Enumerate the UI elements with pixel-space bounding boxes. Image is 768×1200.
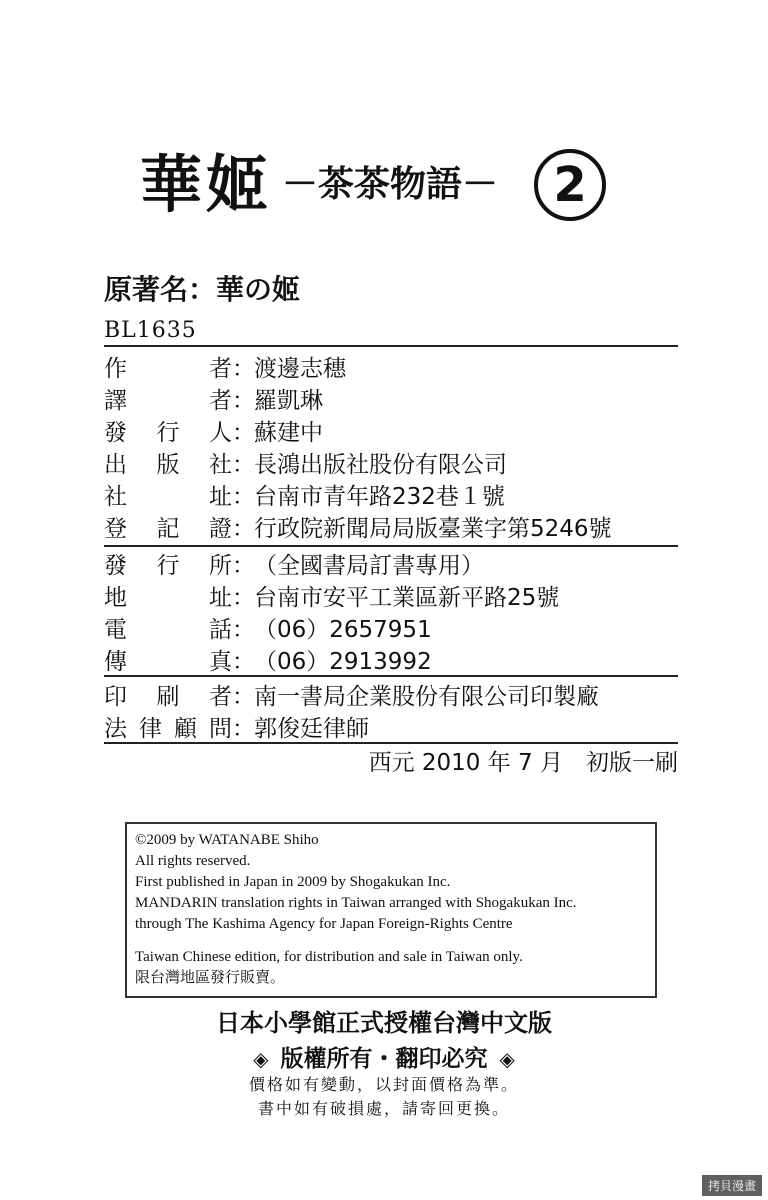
copyright-line: First published in Japan in 2009 by Shogakukan Inc. (135, 874, 451, 890)
credit-colon: ： (232, 515, 255, 542)
distribution-lines (135, 947, 647, 989)
credit-colon: ： (232, 552, 255, 579)
credit-label: 社 址 (104, 483, 232, 510)
credit-colon: ： (232, 648, 255, 675)
copyright-line: 限台灣地區發行販賣。 (135, 970, 286, 986)
credit-value: 蘇建中 (254, 419, 323, 446)
rights-statement (0, 1040, 768, 1073)
credit-value: 長鴻出版社股份有限公司 (254, 451, 507, 478)
copyright-box (125, 822, 657, 998)
credit-value: 台南市青年路232巷１號 (254, 483, 505, 510)
damage-notice: 書中如有破損處，請寄回更換。 (257, 1099, 510, 1118)
diamond-icon: ◈ (499, 1047, 515, 1071)
credit-value: （06）2657951 (254, 616, 432, 643)
copyright-line: MANDARIN translation rights in Taiwan arranged with Shogakukan Inc. (135, 895, 577, 911)
credit-label: 印 刷 者 (104, 683, 232, 710)
credit-label: 發 行 人 (104, 419, 232, 446)
credit-label: 出 版 社 (104, 451, 232, 478)
credit-label: 法 律 顧 問 (104, 715, 232, 742)
copyright-line: Taiwan Chinese edition, for distribution and sale in Taiwan only. (135, 949, 523, 965)
catalog-code: BL1635 (104, 318, 197, 343)
credit-label: 傳 真 (104, 648, 232, 675)
original-title: 原著名：華の姬 (104, 273, 301, 306)
credit-row (104, 643, 678, 675)
credit-row (104, 710, 678, 742)
credits-block-printer (104, 678, 678, 742)
diamond-icon: ◈ (253, 1047, 269, 1071)
credit-value: （全國書局訂書專用） (254, 552, 484, 579)
volume-number-badge (534, 149, 606, 221)
credit-row (104, 678, 678, 710)
title-subtitle: －茶茶物語－ (282, 164, 499, 205)
credit-colon: ： (232, 683, 255, 710)
credit-row (104, 547, 678, 579)
credit-value: （06）2913992 (254, 648, 432, 675)
site-watermark: 拷貝漫畫 (702, 1175, 762, 1196)
credit-value: 行政院新聞局局版臺業字第5246號 (254, 515, 612, 542)
credits-block-publisher (104, 350, 678, 542)
credit-label: 作 者 (104, 355, 232, 382)
credit-label: 電 話 (104, 616, 232, 643)
price-notice: 價格如有變動，以封面價格為準。 (248, 1075, 519, 1094)
credit-row (104, 611, 678, 643)
credit-row (104, 382, 678, 414)
credit-label: 發 行 所 (104, 552, 232, 579)
copyright-line: through The Kashima Agency for Japan Foreign-Rights Centre (135, 916, 513, 932)
credit-value: 南一書局企業股份有限公司印製廠 (254, 683, 599, 710)
credit-row (104, 446, 678, 478)
divider-1 (104, 345, 678, 347)
credit-colon: ： (232, 419, 255, 446)
volume-number: 2 (553, 157, 587, 213)
credit-label: 登 記 證 (104, 515, 232, 542)
rights-text: 版權所有・翻印必究 (280, 1046, 488, 1072)
credit-value: 羅凱琳 (254, 387, 323, 414)
credit-row (104, 510, 678, 542)
book-title (140, 140, 700, 230)
license-statement: 日本小學館正式授權台灣中文版 (216, 1009, 552, 1037)
credit-colon: ： (232, 355, 255, 382)
credit-label: 地 址 (104, 584, 232, 611)
edition-date: 西元 2010 年 7 月 初版一刷 (368, 750, 678, 776)
copyright-line: All rights reserved. (135, 853, 251, 869)
credit-label: 譯 者 (104, 387, 232, 414)
credit-colon: ： (232, 715, 255, 742)
credit-row (104, 579, 678, 611)
credit-row (104, 478, 678, 510)
credit-row (104, 414, 678, 446)
copyright-lines (135, 830, 647, 935)
credit-colon: ： (232, 483, 255, 510)
credit-colon: ： (232, 616, 255, 643)
title-main: 華姬 (140, 148, 273, 221)
credit-colon: ： (232, 584, 255, 611)
credit-value: 渡邊志穗 (254, 355, 346, 382)
copyright-line: ©2009 by WATANABE Shiho (135, 832, 319, 848)
credit-colon: ： (232, 451, 255, 478)
credits-block-distributor (104, 547, 678, 675)
credit-value: 郭俊廷律師 (254, 715, 369, 742)
credit-row (104, 350, 678, 382)
credit-colon: ： (232, 387, 255, 414)
credit-value: 台南市安平工業區新平路25號 (254, 584, 560, 611)
